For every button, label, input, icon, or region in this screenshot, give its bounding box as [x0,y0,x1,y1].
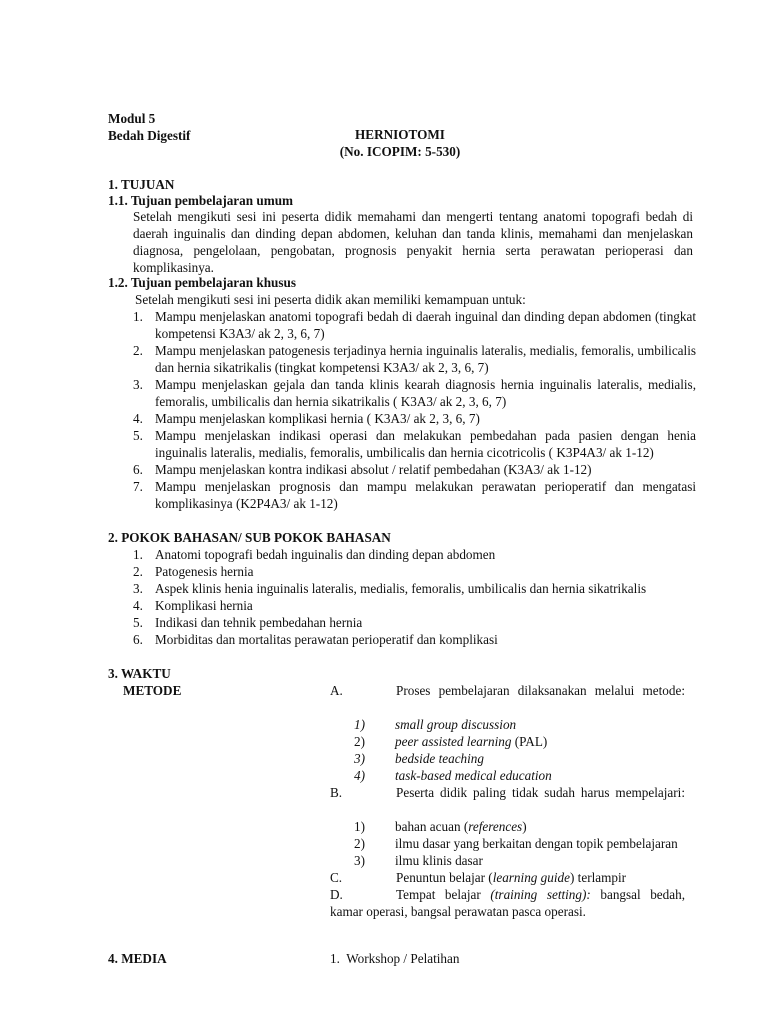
procedure-code: (No. ICOPIM: 5-530) [339,144,461,159]
module-number: Modul 5 [108,111,156,126]
metode-subitem: 1) small group discussion [354,717,517,732]
list-item: 3. Mampu menjelaskan gejala dan tanda klinis kearah diagnosis hernia inguinalis lateralis, medialis, femoralis, umbilicalis dan hernia sikatrikalis ( K3A3/ ak 2, 3, 6, 7) [133,377,696,409]
paragraph-tujuan-khusus-intro: Setelah mengikuti sesi ini peserta didik akan memiliki kemampuan untuk: [135,292,526,307]
metode-subitem: 3) ilmu klinis dasar [354,853,483,868]
metode-subitem: 4) task-based medical education [354,768,552,783]
list-item: 1. Anatomi topografi bedah inguinalis dan dinding depan abdomen [133,547,496,562]
title-block [300,126,500,160]
metode-item-b: B. Peserta didik paling tidak sudah harus mempelajari: [330,785,685,800]
metode-subitem: 2) peer assisted learning (PAL) [354,734,548,749]
metode-item-d: D. Tempat belajar (training setting): bangsal bedah, kamar operasi, bangsal perawatan pasca operasi. [330,887,686,919]
media-list [330,950,690,967]
metode-block [330,682,685,920]
section-heading-tujuan: 1. TUJUAN [108,177,175,192]
list-item: 6. Mampu menjelaskan kontra indikasi absolut / relatif pembedahan (K3A3/ ak 1-12) [133,462,592,477]
list-item: 2. Patogenesis hernia [133,564,254,579]
metode-subitem: 2) ilmu dasar yang berkaitan dengan topik pembelajaran [354,836,678,851]
list-item: 1. Workshop / Pelatihan [330,951,460,966]
list-item: 4. Mampu menjelaskan komplikasi hernia ( K3A3/ ak 2, 3, 6, 7) [133,411,480,426]
list-item: 7. Mampu menjelaskan prognosis dan mampu melakukan perawatan perioperatif dan mengatasi komplikasinya (K2P4A3/ ak 1-12) [133,479,696,511]
section-heading-media: 4. MEDIA [108,951,167,966]
subsection-heading-umum: 1.1. Tujuan pembelajaran umum [108,193,294,208]
list-item: 1. Mampu menjelaskan anatomi topografi bedah di daerah inguinal dan dinding depan abdomen (tingkat kompetensi K3A3/ ak 2, 3, 6, 7) [133,309,696,341]
list-item: 5. Mampu menjelaskan indikasi operasi dan melakukan pembedahan pada pasien dengan henia inguinalis lateralis, medialis, femoralis, umbilicalis dan hernia cicotricolis ( K3P4A3/ ak 1-12) [133,428,696,460]
department-name: Bedah Digestif [108,128,191,143]
tujuan-khusus-list [133,308,696,512]
list-item: 5. Indikasi dan tehnik pembedahan hernia [133,615,363,630]
list-item: 6. Morbiditas dan mortalitas perawatan perioperatif dan komplikasi [133,632,498,647]
list-item: 3. Aspek klinis henia inguinalis lateralis, medialis, femoralis, umbilicalis dan hernia sikatrikalis [133,581,647,596]
metode-label: METODE [123,683,182,698]
subsection-heading-khusus: 1.2. Tujuan pembelajaran khusus [108,275,296,290]
list-item: 2. Mampu menjelaskan patogenesis terjadinya hernia inguinalis lateralis, medialis, femoralis, umbilicalis dan hernia sikatrikalis (tingkat kompetensi K3A3/ ak 2, 3, 6, 7) [133,343,696,375]
metode-subitem: 3) bedside teaching [354,751,484,766]
pokok-bahasan-list [133,546,696,648]
section-heading-pokok-bahasan: 2. POKOK BAHASAN/ SUB POKOK BAHASAN [108,530,391,545]
list-item: 4. Komplikasi hernia [133,598,253,613]
document-title: HERNIOTOMI [355,127,445,142]
section-heading-waktu: 3. WAKTU [108,666,171,681]
paragraph-tujuan-umum: Setelah mengikuti sesi ini peserta didik memahami dan mengerti tentang anatomi topografi bedah di daerah inguinalis dan dinding depan abdomen, keluhan dan tanda klinis, memahami dan menjelaskan diagnosa, pengelolaan, pengobatan, prognosis penyakit hernia serta perawatan perioperasi dan komplikasinya. [133,209,693,275]
metode-item-a: A. Proses pembelajaran dilaksanakan melalui metode: [330,683,685,698]
metode-item-c: C. Penuntun belajar (learning guide) terlampir [330,870,627,885]
metode-subitem: 1) bahan acuan (references) [354,819,527,834]
